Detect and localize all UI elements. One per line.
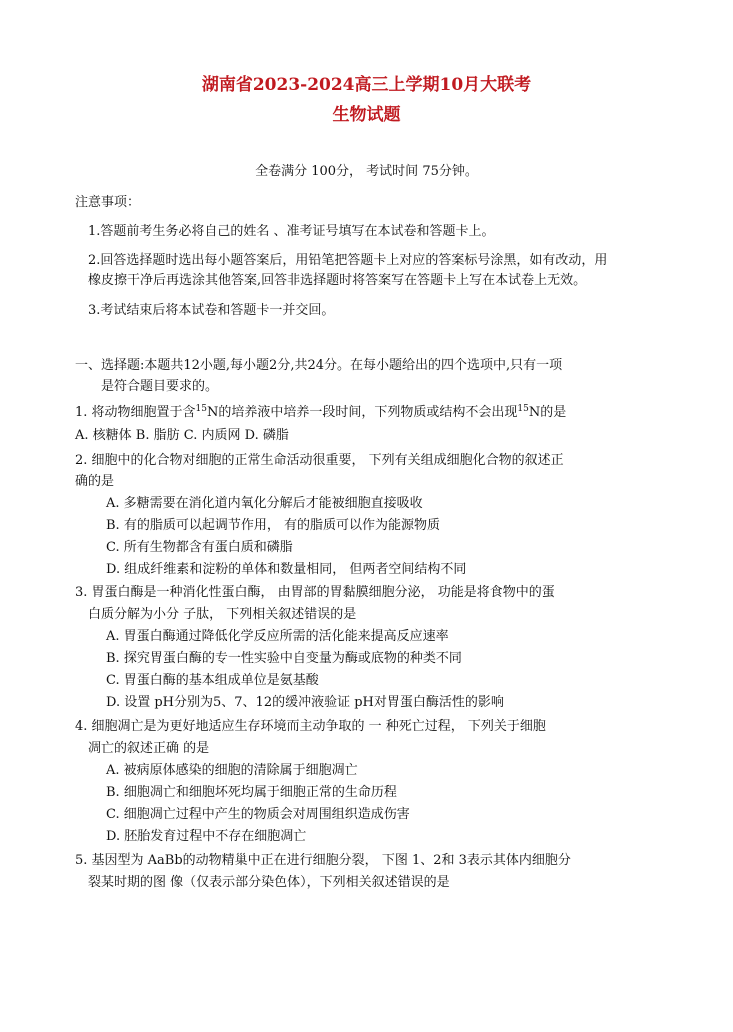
question-3-stem-line-2: 白质分解为小分 子肽， 下列相关叙述错误的是: [88, 607, 357, 622]
notice-item-1: 1.答题前考生务必将自己的姓名 、准考证号填写在本试卷和答题卡上。: [88, 224, 495, 239]
question-2-option-d: D. 组成纤维素和淀粉的单体和数量相同， 但两者空间结构不同: [106, 562, 467, 577]
question-1-options: A. 核糖体 B. 脂肪 C. 内质网 D. 磷脂: [75, 428, 289, 443]
question-2-option-b: B. 有的脂质可以起调节作用， 有的脂质可以作为能源物质: [106, 518, 440, 533]
question-1-stem-part-b: N的培养液中培养一段时间，下列物质或结构不会出现: [207, 405, 518, 420]
question-1-stem-part-a: 1. 将动物细胞置于含: [75, 405, 196, 420]
question-3-option-a: A. 胃蛋白酶通过降低化学反应所需的活化能来提高反应速率: [106, 629, 449, 644]
question-4-option-a: A. 被病原体感染的细胞的清除属于细胞凋亡: [106, 763, 358, 778]
notice-item-2-line-2: 橡皮擦干净后再选涂其他答案,回答非选择题时将答案写在答题卡上写在本试卷上无效。: [88, 273, 587, 288]
question-3-option-c: C. 胃蛋白酶的基本组成单位是氨基酸: [106, 673, 319, 688]
isotope-superscript: 15: [517, 404, 529, 414]
question-1-stem: [75, 404, 566, 422]
section-heading-line-1: 一、选择题:本题共12小题,每小题2分,共24分。在每小题给出的四个选项中,只有一项: [75, 358, 563, 373]
question-3-option-d: D. 设置 pH分别为5、7、12的缓冲液验证 pH对胃蛋白酶活性的影响: [106, 695, 504, 710]
notice-heading: 注意事项：: [75, 195, 141, 210]
question-2-stem-line-2: 确的是: [75, 474, 115, 489]
section-heading-line-2: 是符合题目要求的。: [101, 379, 219, 394]
question-4-option-b: B. 细胞凋亡和细胞坏死均属于细胞正常的生命历程: [106, 785, 397, 800]
notice-item-3: 3.考试结束后将本试卷和答题卡一并交回。: [88, 303, 335, 318]
question-1-stem-part-c: N的是: [528, 405, 567, 420]
question-4-stem-line-1: 4. 细胞凋亡是为更好地适应生存环境而主动争取的 一 种死亡过程， 下列关于细胞: [75, 719, 546, 734]
question-4-option-d: D. 胚胎发育过程中不存在细胞凋亡: [106, 829, 307, 844]
question-2-option-a: A. 多糖需要在消化道内氧化分解后才能被细胞直接吸收: [106, 496, 423, 511]
question-2-stem-line-1: 2. 细胞中的化合物对细胞的正常生命活动很重要， 下列有关组成细胞化合物的叙述正: [75, 453, 564, 468]
exam-title: 湖南省2023-2024高三上学期10月大联考: [201, 75, 532, 95]
question-5-stem-line-1: 5. 基因型为 AaBb的动物精巢中正在进行细胞分裂， 下图 1、2和 3表示其体内细胞分: [75, 853, 571, 868]
question-3-option-b: B. 探究胃蛋白酶的专一性实验中自变量为酶或底物的种类不同: [106, 651, 462, 666]
isotope-superscript: 15: [195, 404, 207, 414]
question-3-stem-line-1: 3. 胃蛋白酶是一种消化性蛋白酶， 由胃部的胃黏膜细胞分泌， 功能是将食物中的蛋: [75, 585, 555, 600]
exam-subject: 生物试题: [332, 105, 401, 125]
question-4-stem-line-2: 凋亡的叙述正确 的是: [88, 741, 210, 756]
question-4-option-c: C. 细胞凋亡过程中产生的物质会对周围组织造成伤害: [106, 807, 410, 822]
question-5-stem-line-2: 裂某时期的图 像（仅表示部分染色体），下列相关叙述错误的是: [88, 875, 450, 890]
notice-item-2-line-1: 2.回答选择题时选出每小题答案后，用铅笔把答题卡上对应的答案标号涂黑，如有改动，用: [88, 253, 608, 268]
question-2-option-c: C. 所有生物都含有蛋白质和磷脂: [106, 540, 293, 555]
exam-info: 全卷满分 100分， 考试时间 75分钟。: [255, 164, 478, 179]
